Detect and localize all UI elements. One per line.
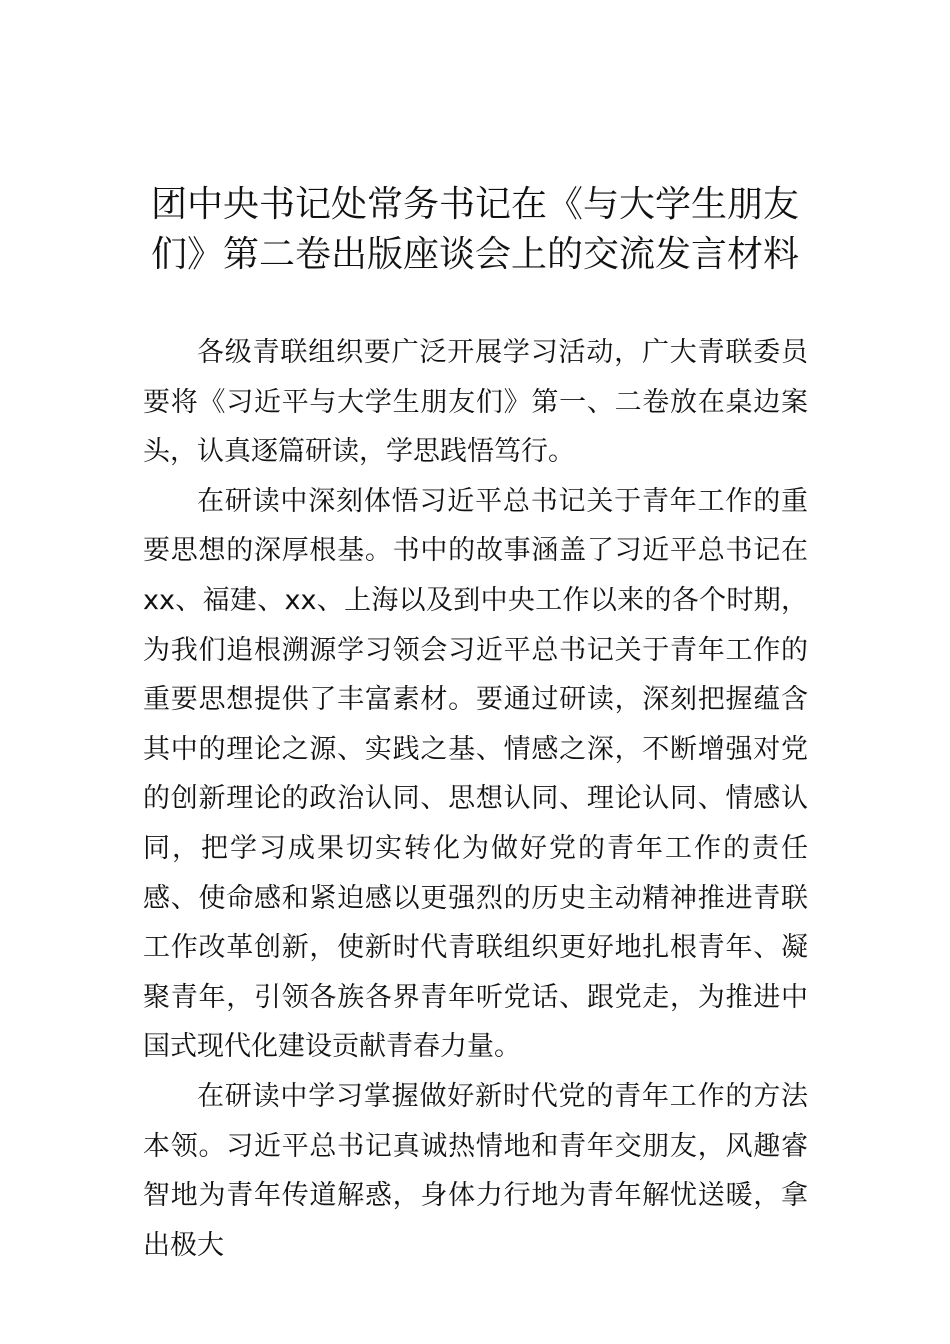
paragraph-1: 各级青联组织要广泛开展学习活动，广大青联委员要将《习近平与大学生朋友们》第一、二卷放在桌边案头，认真逐篇研读，学思践悟笃行。: [143, 337, 808, 468]
paragraph-2: 在研读中深刻体悟习近平总书记关于青年工作的重要思想的深厚根基。书中的故事涵盖了习近平总书记在xx、福建、xx、上海以及到中央工作以来的各个时期，为我们追根溯源学习领会习近平总书记关于青年工作的重要思想提供了丰富素材。要通过研读，深刻把握蕴含其中的理论之源、实践之基、情感之深，不断增强对党的创新理论的政治认同、思想认同、理论认同、情感认同，把学习成果切实转化为做好党的青年工作的责任感、使命感和紧迫感以更强烈的历史主动精神推进青联工作改革创新，使新时代青联组织更好地扎根青年、凝聚青年，引领各族各界青年听党话、跟党走，为推进中国式现代化建设贡献青春力量。: [143, 485, 808, 1063]
paragraph-3: 在研读中学习掌握做好新时代党的青年工作的方法本领。习近平总书记真诚热情地和青年交朋友，风趣睿智地为青年传道解惑，身体力行地为青年解忧送暖，拿出极大: [143, 1080, 808, 1261]
document-body: [143, 328, 808, 1270]
document-title: 团中央书记处常务书记在《与大学生朋友们》第二卷出版座谈会上的交流发言材料: [150, 184, 799, 275]
